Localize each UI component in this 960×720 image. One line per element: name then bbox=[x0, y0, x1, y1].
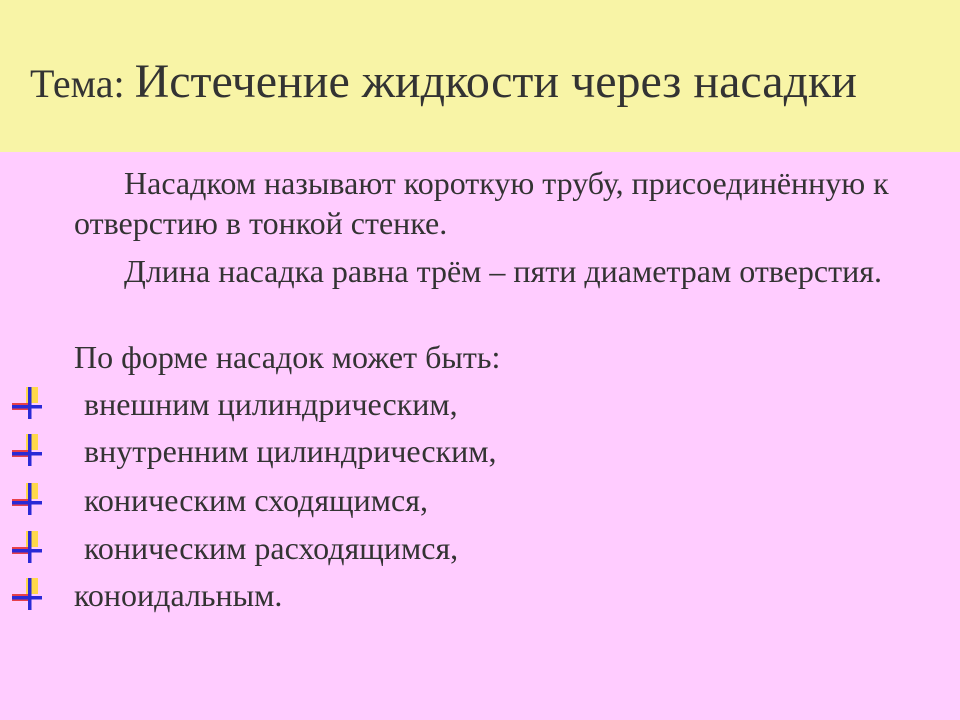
title-main: Истечение жидкости через насадки bbox=[134, 55, 857, 108]
paragraph-definition bbox=[74, 163, 934, 243]
list-item bbox=[0, 384, 940, 424]
list-item-text: внутренним цилиндрическим, bbox=[84, 433, 497, 469]
paragraph-text: Длина насадка равна трём – пяти диаметрам отверстия. bbox=[124, 253, 882, 289]
cross-bullet-icon bbox=[10, 529, 44, 565]
cross-bullet-icon bbox=[10, 385, 44, 421]
paragraph-shape-intro bbox=[74, 337, 934, 377]
cross-bullet-icon bbox=[10, 576, 44, 612]
list-item-text: коническим расходящимся, bbox=[84, 530, 459, 566]
list-item-text: внешним цилиндрическим, bbox=[84, 386, 458, 422]
list-item bbox=[0, 480, 940, 520]
cross-bullet-icon bbox=[10, 481, 44, 517]
list-item bbox=[0, 528, 940, 568]
list-item bbox=[0, 431, 940, 471]
title-prefix: Тема: bbox=[30, 61, 135, 106]
slide-title bbox=[30, 52, 857, 116]
list-item-text: коническим сходящимся, bbox=[84, 482, 428, 518]
list-item-text: коноидальным. bbox=[74, 577, 283, 613]
paragraph-text: По форме насадок может быть: bbox=[74, 339, 501, 375]
paragraph-length bbox=[74, 251, 934, 291]
cross-bullet-icon bbox=[10, 432, 44, 468]
list-item bbox=[0, 575, 940, 615]
paragraph-text: Насадком называют короткую трубу, присоединённую к отверстию в тонкой стенке. bbox=[74, 165, 889, 241]
